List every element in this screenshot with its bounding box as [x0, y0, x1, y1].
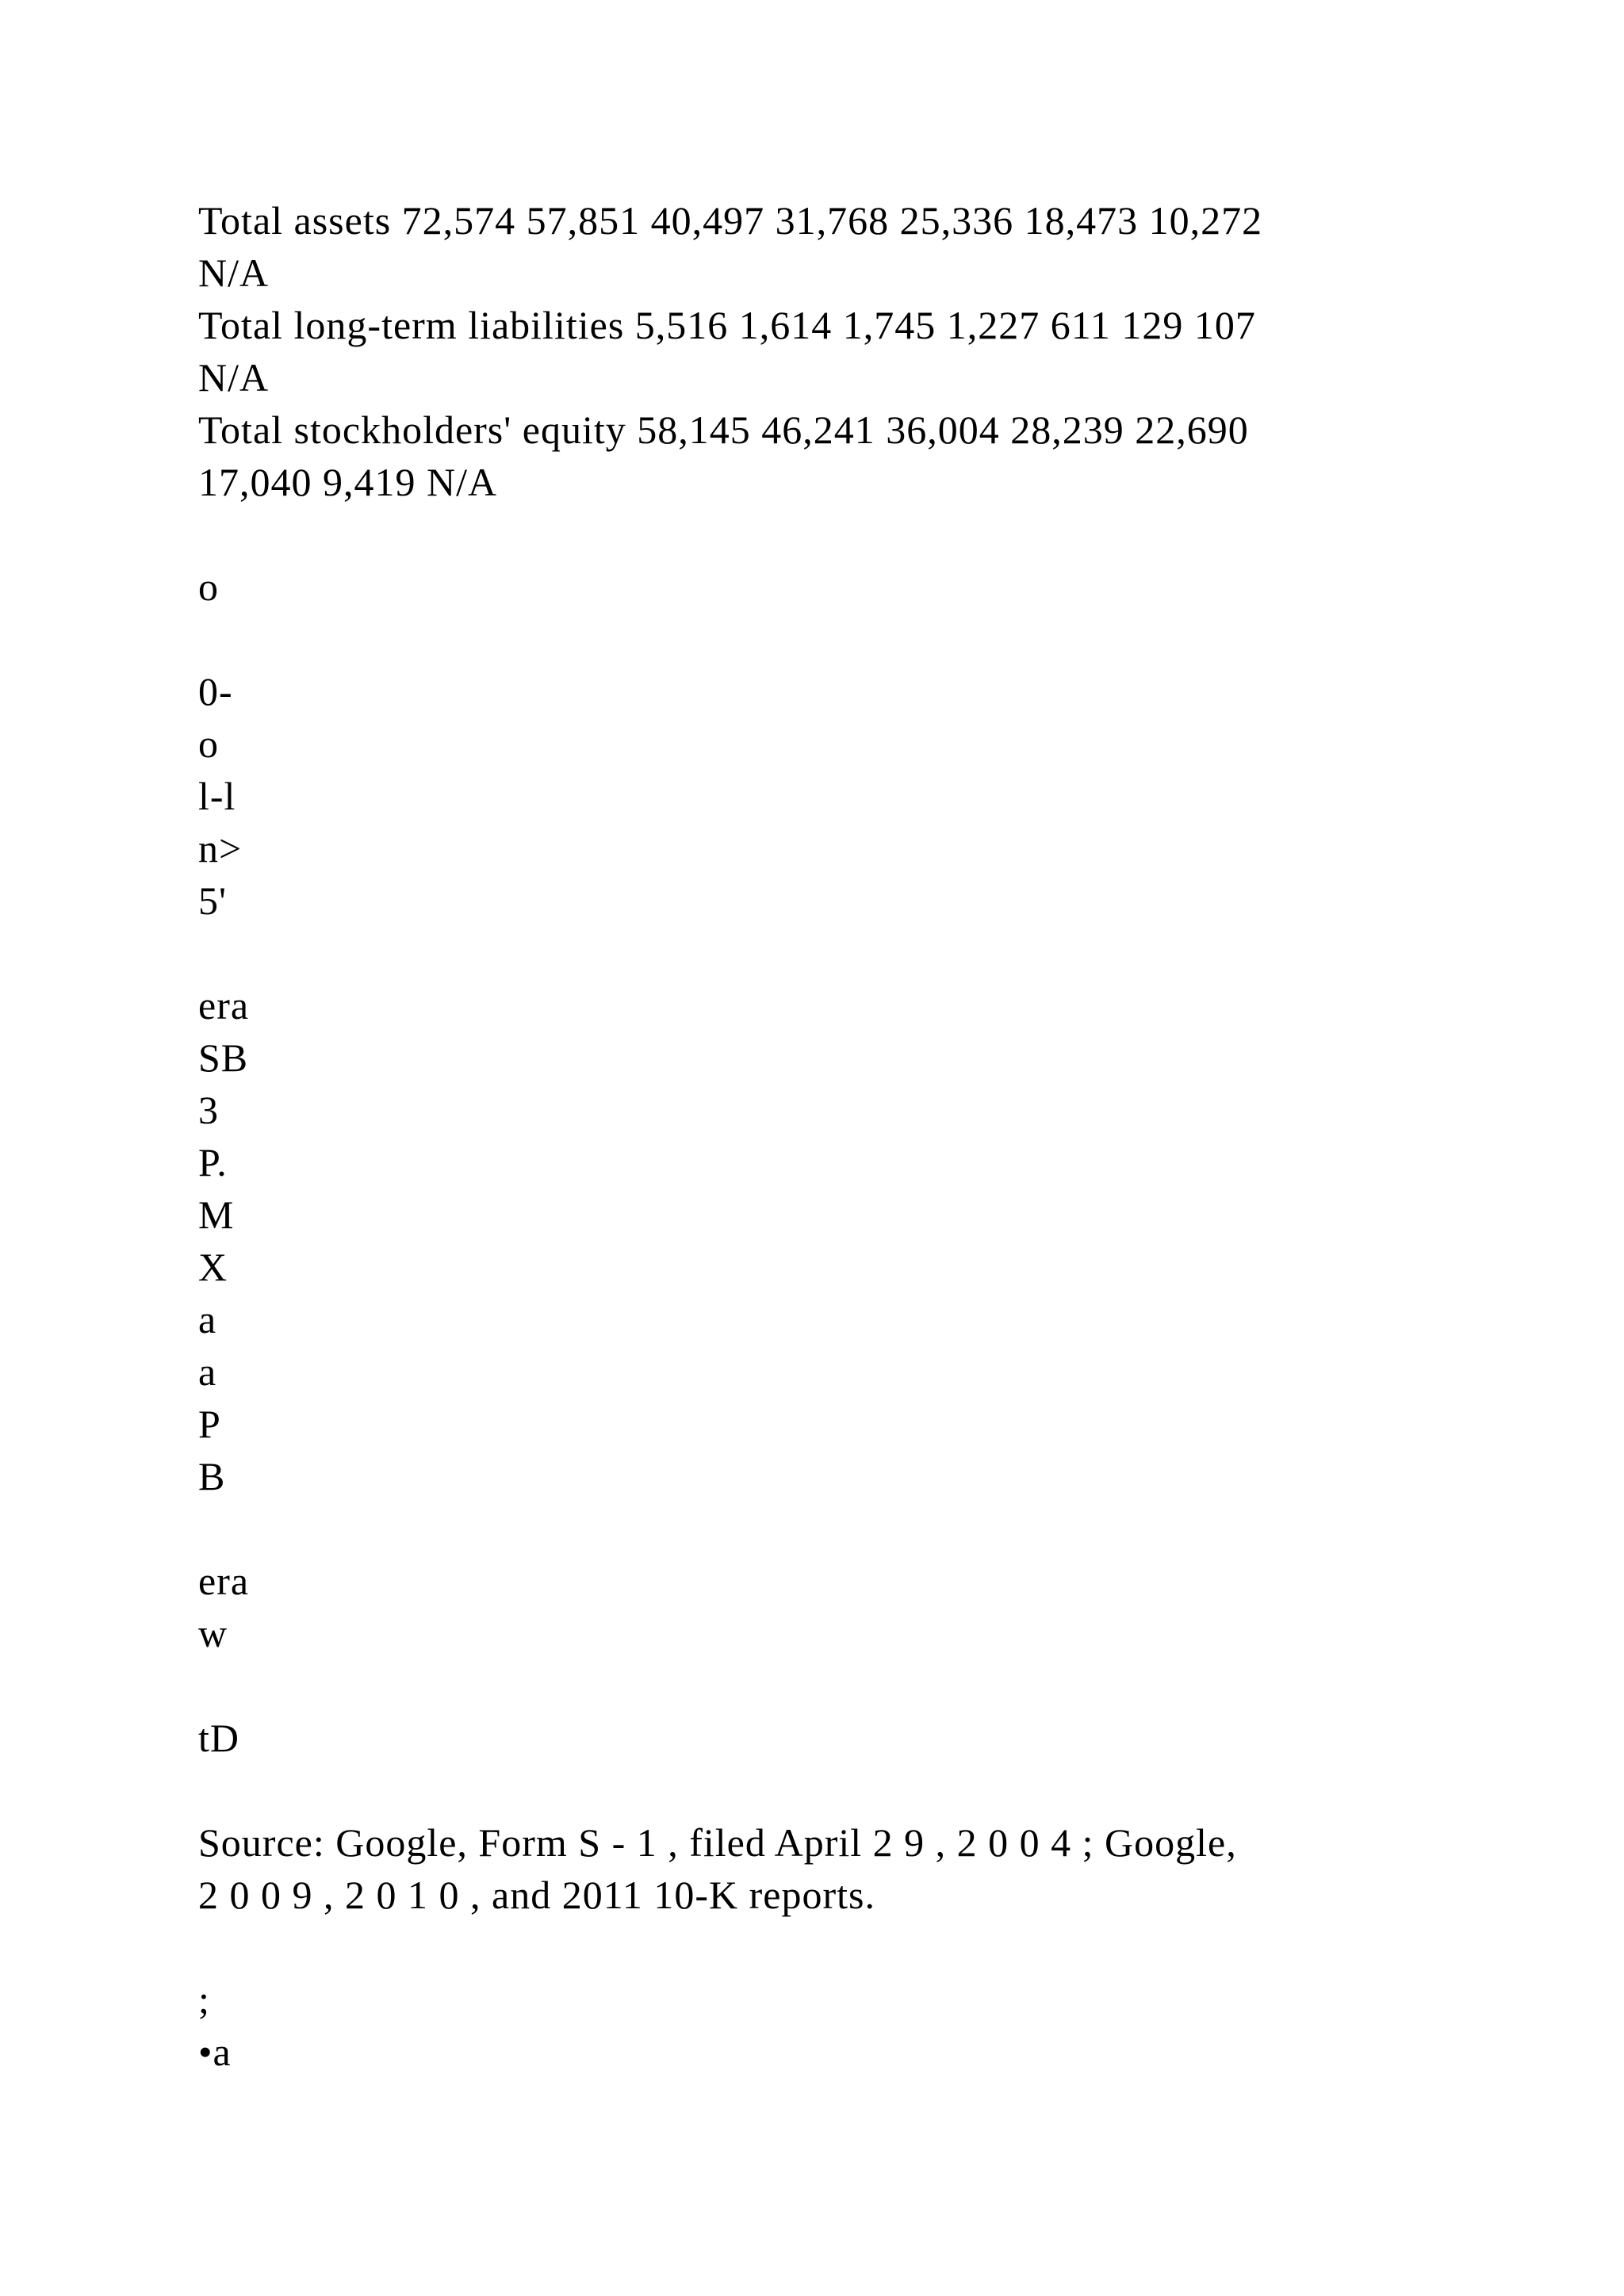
total-stockholders-equity-continued: 17,040 9,419 N/A	[198, 460, 498, 504]
ocr-fragment: P.	[198, 1140, 228, 1184]
ocr-fragment: era	[198, 983, 250, 1027]
ocr-fragment: SB	[198, 1035, 249, 1080]
total-stockholders-equity-line: Total stockholders' equity 58,145 46,241 36,004 28,239 22,690	[198, 408, 1249, 452]
ocr-fragment: X	[198, 1245, 228, 1289]
ocr-fragment: 3	[198, 1088, 219, 1132]
ocr-fragment: era	[198, 1559, 250, 1603]
ocr-fragment: a	[198, 1349, 217, 1394]
ocr-fragment: ;	[198, 1977, 210, 2022]
ocr-fragment: w	[198, 1611, 228, 1655]
source-citation-line-2: 2 0 0 9 , 2 0 1 0 , and 2011 10-K reports.	[198, 1873, 875, 1917]
ocr-fragment: n>	[198, 826, 243, 871]
ocr-fragment: tD	[198, 1716, 239, 1760]
ocr-fragment: o	[198, 564, 219, 609]
total-long-term-liabilities-na: N/A	[198, 355, 270, 400]
total-long-term-liabilities-line: Total long-term liabilities 5,516 1,614 1,745 1,227 611 129 107	[198, 303, 1256, 347]
total-assets-na: N/A	[198, 251, 270, 295]
ocr-fragment: 5'	[198, 878, 228, 923]
ocr-fragment: •a	[198, 2030, 232, 2074]
total-assets-line: Total assets 72,574 57,851 40,497 31,768 25,336 18,473 10,272	[198, 198, 1263, 243]
source-citation-line-1: Source: Google, Form S - 1 , filed April 2 9 , 2 0 0 4 ; Google,	[198, 1820, 1237, 1865]
ocr-fragment: M	[198, 1192, 235, 1237]
ocr-fragment: a	[198, 1297, 217, 1341]
ocr-fragment: 0-	[198, 669, 233, 714]
ocr-fragment: B	[198, 1454, 226, 1498]
ocr-fragment: P	[198, 1402, 221, 1446]
ocr-fragment: o	[198, 721, 219, 766]
ocr-fragment: l-l	[198, 774, 236, 818]
